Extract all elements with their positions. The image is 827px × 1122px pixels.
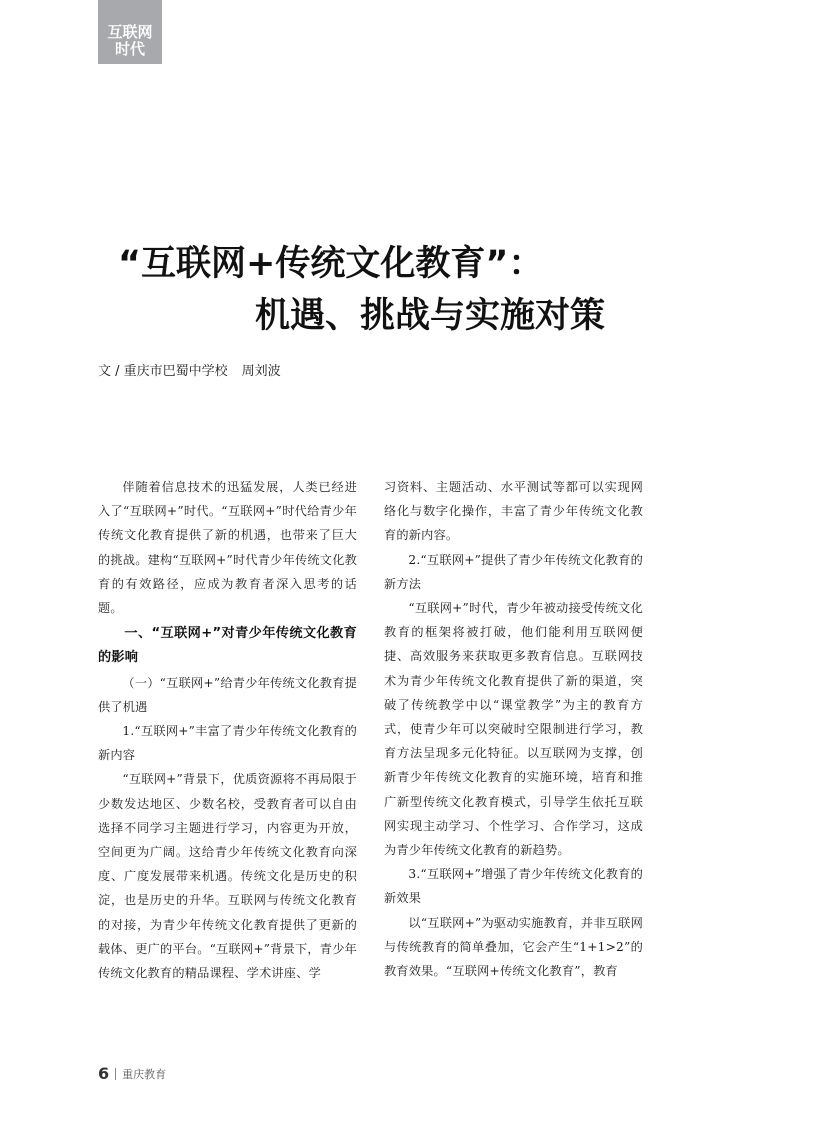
paragraph-point-2: “互联网+”时代，青少年被动接受传统文化教育的框架将被打破，他们能利用互联网便捷、高效服务来获取更多教育信息。互联网技术为青少年传统文化教育提供了新的渠道，突破了传统教学中以“课堂教学”为主的教育方式，使青少年可以突破时空限制进行学习，教育方法呈现多元化特征。以互联网为支撑，创新青少年传统文化教育的实施环境，培育和推广新型传统文化教育模式，引导学生依托互联网实现主动学习、个性学习、合作学习，这成为青少年传统文化教育的新趋势。 [384,601,643,858]
body-column-right [384,475,643,983]
byline [98,360,281,379]
section-tag [98,0,162,64]
page-number: 6 [98,1064,110,1083]
byline-author: 周刘波 [241,364,281,379]
heading-point-1: 1.“互联网+”丰富了青少年传统文化教育的新内容 [98,724,357,763]
heading-point-3: 3.“互联网+”增强了青少年传统文化教育的新效果 [384,867,643,906]
paragraph-point-1: “互联网+”背景下，优质资源将不再局限于少数发达地区、少数名校，受教育者可以自由选择不同学习主题进行学习，内容更为开放，空间更为广阔。这给青少年传统文化教育向深度、广度发展带来机遇。传统文化是历史的积淀，也是历史的升华。互联网与传统文化教育的对接，为青少年传统文化教育提供了更新的载体、更广的平台。“互联网+”背景下，青少年传统文化教育的精品课程、学术讲座、学 [98,772,357,981]
magazine-name: 重庆教育 [122,1067,167,1081]
section-tag-line2: 时代 [114,40,145,58]
article-title-line1: “互联网+传统文化教育”： [118,244,544,284]
page-footer [98,1064,166,1083]
heading-section-1: 一、“互联网+”对青少年传统文化教育的影响 [98,626,357,666]
paragraph-continued: 习资料、主题活动、水平测试等都可以实现网络化与数字化操作，丰富了青少年传统文化教育的新内容。 [384,480,643,543]
article-title-line2: 机遇、挑战与实施对策 [255,296,606,336]
paragraph-intro: 伴随着信息技术的迅猛发展，人类已经进入了“互联网+”时代。“互联网+”时代给青少年传统文化教育提供了新的机遇，也带来了巨大的挑战。建构“互联网+”时代青少年传统文化教育的有效路径，应成为教育者深入思考的话题。 [98,480,357,616]
heading-point-2: 2.“互联网+”提供了青少年传统文化教育的新方法 [384,552,643,591]
footer-divider [115,1068,116,1080]
byline-affiliation: 文 / 重庆市巴蜀中学校 [98,364,228,379]
paragraph-point-3: 以“互联网+”为驱动实施教育，并非互联网与传统教育的简单叠加，它会产生“1+1>2”的教育效果。“互联网+传统文化教育”，教育 [384,915,643,979]
heading-subsection-1: （一）“互联网+”给青少年传统文化教育提供了机遇 [98,675,357,714]
section-tag-line1: 互联网 [107,23,153,41]
body-column-left [98,475,357,985]
